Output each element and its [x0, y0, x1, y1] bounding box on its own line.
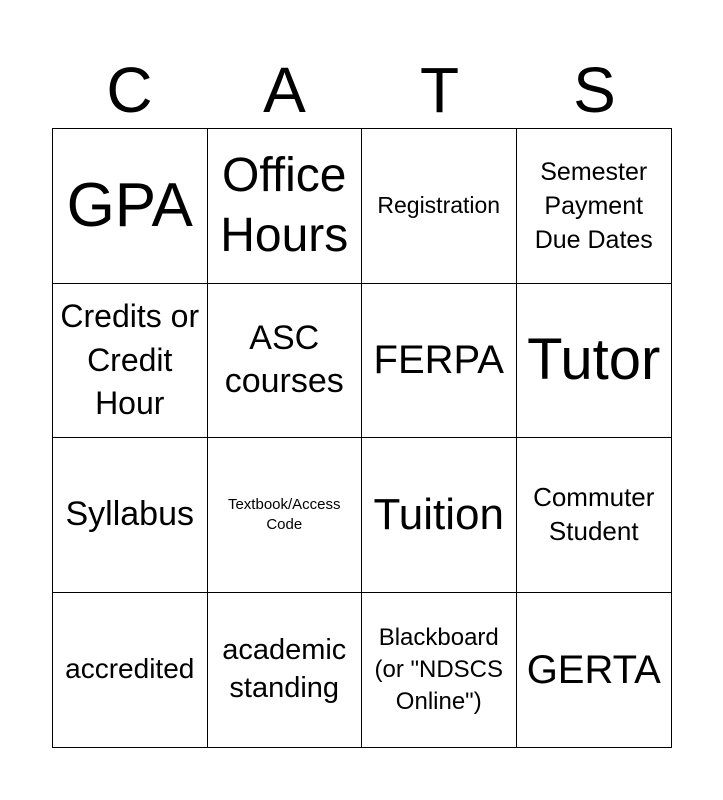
- bingo-cell-asc-courses[interactable]: [208, 284, 363, 439]
- bingo-cell-academic-standing[interactable]: [208, 593, 363, 748]
- bingo-cell-label: GPA: [66, 171, 193, 241]
- bingo-header: [52, 52, 672, 128]
- bingo-cell-ferpa[interactable]: [362, 284, 517, 439]
- bingo-cell-office-hours[interactable]: [208, 129, 363, 284]
- bingo-cell-credits[interactable]: [53, 284, 208, 439]
- bingo-cell-blackboard[interactable]: [362, 593, 517, 748]
- bingo-cell-registration[interactable]: [362, 129, 517, 284]
- bingo-cell-label: Registration: [377, 192, 501, 219]
- header-letter-t: T: [419, 54, 460, 126]
- bingo-board: [52, 128, 672, 748]
- bingo-cell-label: FERPA: [373, 338, 504, 383]
- bingo-cell-label: Commuter Student: [533, 481, 655, 546]
- bingo-cell-syllabus[interactable]: [53, 438, 208, 593]
- bingo-cell-label: accredited: [65, 653, 195, 685]
- bingo-cell-label: Syllabus: [65, 495, 194, 534]
- bingo-cell-semester-payment-due-dates[interactable]: [517, 129, 672, 284]
- bingo-cell-gpa[interactable]: [53, 129, 208, 284]
- bingo-cell-label: Blackboard (or "NDSCS Online"): [374, 623, 504, 715]
- bingo-cell-label: Tuition: [373, 489, 504, 539]
- bingo-cell-label: Credits or Credit Hour: [60, 298, 200, 421]
- bingo-cell-commuter-student[interactable]: [517, 438, 672, 593]
- bingo-cell-gerta[interactable]: [517, 593, 672, 748]
- header-letter-s: S: [573, 54, 616, 126]
- bingo-cell-tuition[interactable]: [362, 438, 517, 593]
- bingo-cell-label: Semester Payment Due Dates: [534, 157, 653, 254]
- bingo-cell-label: ASC courses: [224, 319, 344, 401]
- bingo-cell-tutor[interactable]: [517, 284, 672, 439]
- bingo-cell-textbook-access-code[interactable]: [208, 438, 363, 593]
- bingo-cell-label: Textbook/Access Code: [227, 495, 341, 533]
- bingo-cell-label: Tutor: [527, 327, 661, 393]
- bingo-cell-label: Office Hours: [220, 148, 349, 262]
- bingo-cell-label: GERTA: [526, 647, 661, 692]
- header-letter-c: C: [106, 54, 153, 126]
- header-letter-a: A: [263, 54, 306, 126]
- bingo-cell-label: academic standing: [222, 634, 347, 704]
- bingo-cell-accredited[interactable]: [53, 593, 208, 748]
